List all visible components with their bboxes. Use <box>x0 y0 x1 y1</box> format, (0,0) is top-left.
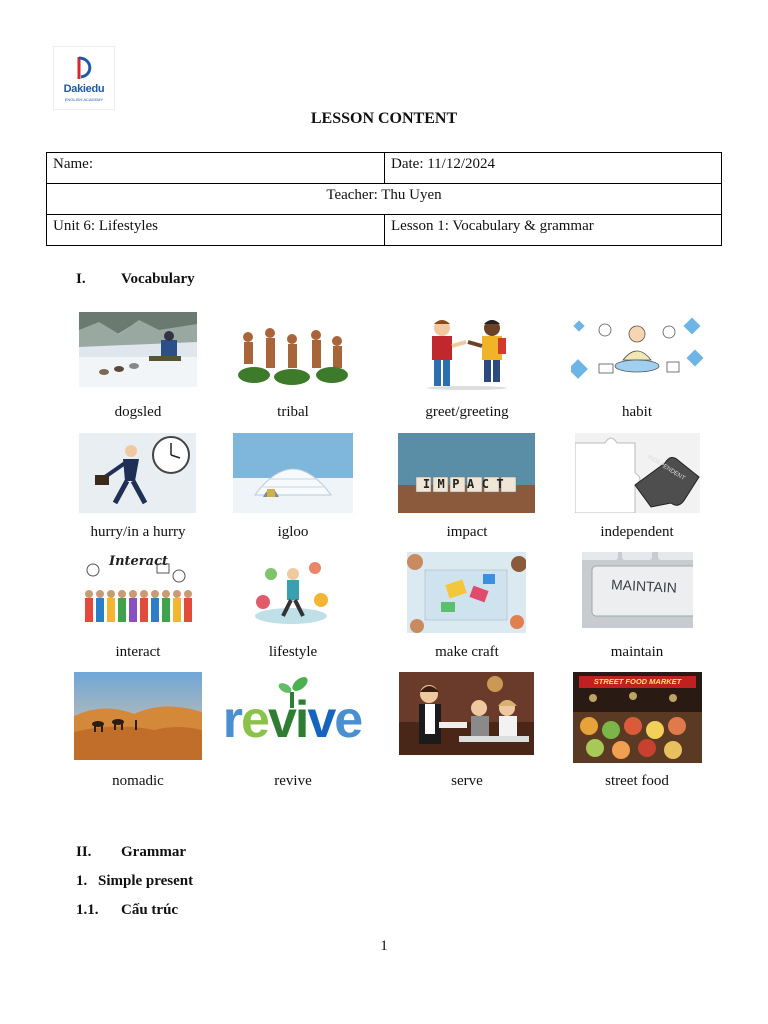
section-number: II. <box>76 844 92 860</box>
maintain-image <box>582 552 693 628</box>
caption-serve: serve <box>451 773 483 789</box>
caption-street-food: street food <box>605 773 669 789</box>
section-vocabulary-heading <box>76 271 195 288</box>
impact-image <box>398 433 535 513</box>
lifestyle-image <box>233 552 350 632</box>
subsection-simple-present <box>76 873 193 890</box>
interact-image <box>79 552 196 632</box>
dogsled-image <box>79 312 197 387</box>
unit-cell: Unit 6: Lifestyles <box>47 215 385 246</box>
subsection-title: Simple present <box>98 873 194 889</box>
caption-tribal: tribal <box>277 404 309 420</box>
tribal-image <box>234 325 351 387</box>
maintain-image-text: MAINTAIN <box>610 576 678 596</box>
teacher-cell: Teacher: Thu Uyen <box>47 184 722 215</box>
section-title: Grammar <box>121 844 186 860</box>
street-food-image <box>573 672 702 763</box>
page-number: 1 <box>380 938 388 954</box>
date-cell: Date: 11/12/2024 <box>385 153 722 184</box>
caption-lifestyle: lifestyle <box>268 644 318 660</box>
impact-image-text: IMPACT <box>422 477 512 491</box>
caption-hurry: hurry/in a hurry <box>90 524 186 540</box>
hurry-image <box>79 433 196 513</box>
habit-image <box>571 312 704 391</box>
caption-interact: interact <box>115 644 161 660</box>
caption-nomadic: nomadic <box>112 773 164 789</box>
subsection-structure <box>76 902 178 919</box>
caption-impact: impact <box>446 524 488 540</box>
serve-image <box>399 672 534 755</box>
revive-image-text: revive <box>222 691 362 749</box>
caption-make-craft: make craft <box>435 644 499 660</box>
greet-image <box>418 316 516 392</box>
page-title: LESSON CONTENT <box>310 110 458 127</box>
caption-independent: independent <box>600 524 674 540</box>
caption-igloo: igloo <box>277 524 309 540</box>
interact-image-text: Interact <box>109 554 169 569</box>
logo <box>53 46 115 110</box>
section-grammar-heading <box>76 844 186 861</box>
subsection-number: 1.1. <box>76 902 99 918</box>
subsection-title: Cấu trúc <box>121 902 179 918</box>
independent-image-text: INDEPENDENT <box>646 454 686 482</box>
info-table <box>46 152 722 246</box>
logo-tagline: ENGLISH ACADEMY <box>64 97 104 102</box>
nomadic-image <box>74 672 202 760</box>
logo-brand: Dakiedu <box>63 83 105 95</box>
caption-greet: greet/greeting <box>425 404 509 420</box>
section-title: Vocabulary <box>121 271 195 287</box>
subsection-number: 1. <box>76 873 88 889</box>
street-food-image-text: STREET FOOD MARKET <box>593 677 682 686</box>
caption-revive: revive <box>274 773 312 789</box>
lesson-cell: Lesson 1: Vocabulary & grammar <box>385 215 722 246</box>
logo-mark-icon <box>74 55 94 81</box>
name-cell: Name: <box>47 153 385 184</box>
igloo-image <box>233 433 353 513</box>
make-craft-image <box>407 552 526 633</box>
caption-maintain: maintain <box>610 644 664 660</box>
caption-habit: habit <box>622 404 652 420</box>
revive-image <box>222 672 362 752</box>
caption-dogsled: dogsled <box>114 404 162 420</box>
independent-image <box>575 433 700 513</box>
section-number: I. <box>76 271 86 287</box>
